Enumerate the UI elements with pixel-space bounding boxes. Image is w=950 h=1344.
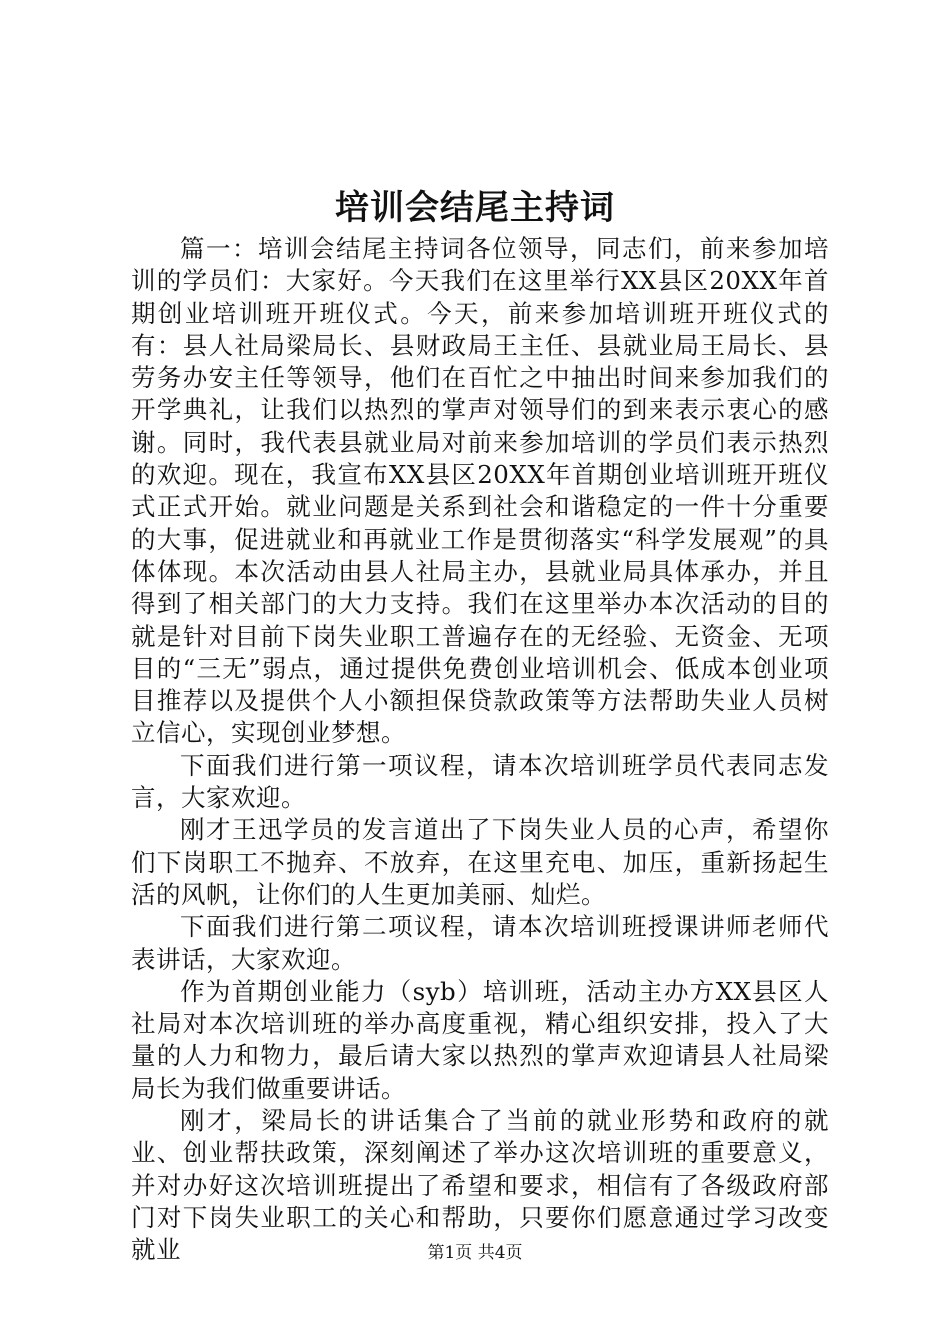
paragraph-4: 下面我们进行第二项议程，请本次培训班授课讲师老师代表讲话，大家欢迎。 (131, 912, 829, 974)
document-body (131, 233, 829, 1267)
paragraph-3: 刚才王迅学员的发言道出了下岗失业人员的心声，希望你们下岗职工不抛弃、不放弃，在这里充电、加压，重新扬起生活的风帆，让你们的人生更加美丽、灿烂。 (131, 815, 829, 909)
document-title: 培训会结尾主持词 (335, 188, 615, 228)
paragraph-2: 下面我们进行第一项议程，请本次培训班学员代表同志发言，大家欢迎。 (131, 750, 829, 813)
paragraph-6: 刚才，梁局长的讲话集合了当前的就业形势和政府的就业、创业帮扶政策，深刻阐述了举办这次培训班的重要意义，并对办好这次培训班提出了希望和要求，相信有了各级政府部门对下岗失业职工的关心和帮助，只要你们愿意通过学习改变就业 (131, 1106, 829, 1265)
paragraph-5: 作为首期创业能力（syb）培训班，活动主办方XX县区人社局对本次培训班的举办高度重视，精心组织安排，投入了大量的人力和物力，最后请大家以热烈的掌声欢迎请县人社局梁局长为我们做重要讲话。 (131, 976, 829, 1103)
page-footer: 第1页 共4页 (427, 1243, 523, 1263)
paragraph-1: 篇一：培训会结尾主持词各位领导，同志们，前来参加培训的学员们：大家好。今天我们在这里举行XX县区20XX年首期创业培训班开班仪式。今天，前来参加培训班开班仪式的有：县人社局梁局长、县财政局王主任、县就业局王局长、县劳务办安主任等领导，他们在百忙之中抽出时间来参加我们的开学典礼，让我们以热烈的掌声对领导们的到来表示衷心的感谢。同时，我代表县就业局对前来参加培训的学员们表示热烈的欢迎。现在，我宣布XX县区20XX年首期创业培训班开班仪式正式开始。就业问题是关系到社会和谐稳定的一件十分重要的大事，促进就业和再就业工作是贯彻落实“科学发展观”的具体体现。本次活动由县人社局主办，县就业局具体承办，并且得到了相关部门的大力支持。我们在这里举办本次活动的目的就是针对目前下岗失业职工普遍存在的无经验、无资金、无项目的“三无”弱点，通过提供免费创业培训机会、低成本创业项目推荐以及提供个人小额担保贷款政策等方法帮助失业人员树立信心，实现创业梦想。 (131, 234, 829, 748)
